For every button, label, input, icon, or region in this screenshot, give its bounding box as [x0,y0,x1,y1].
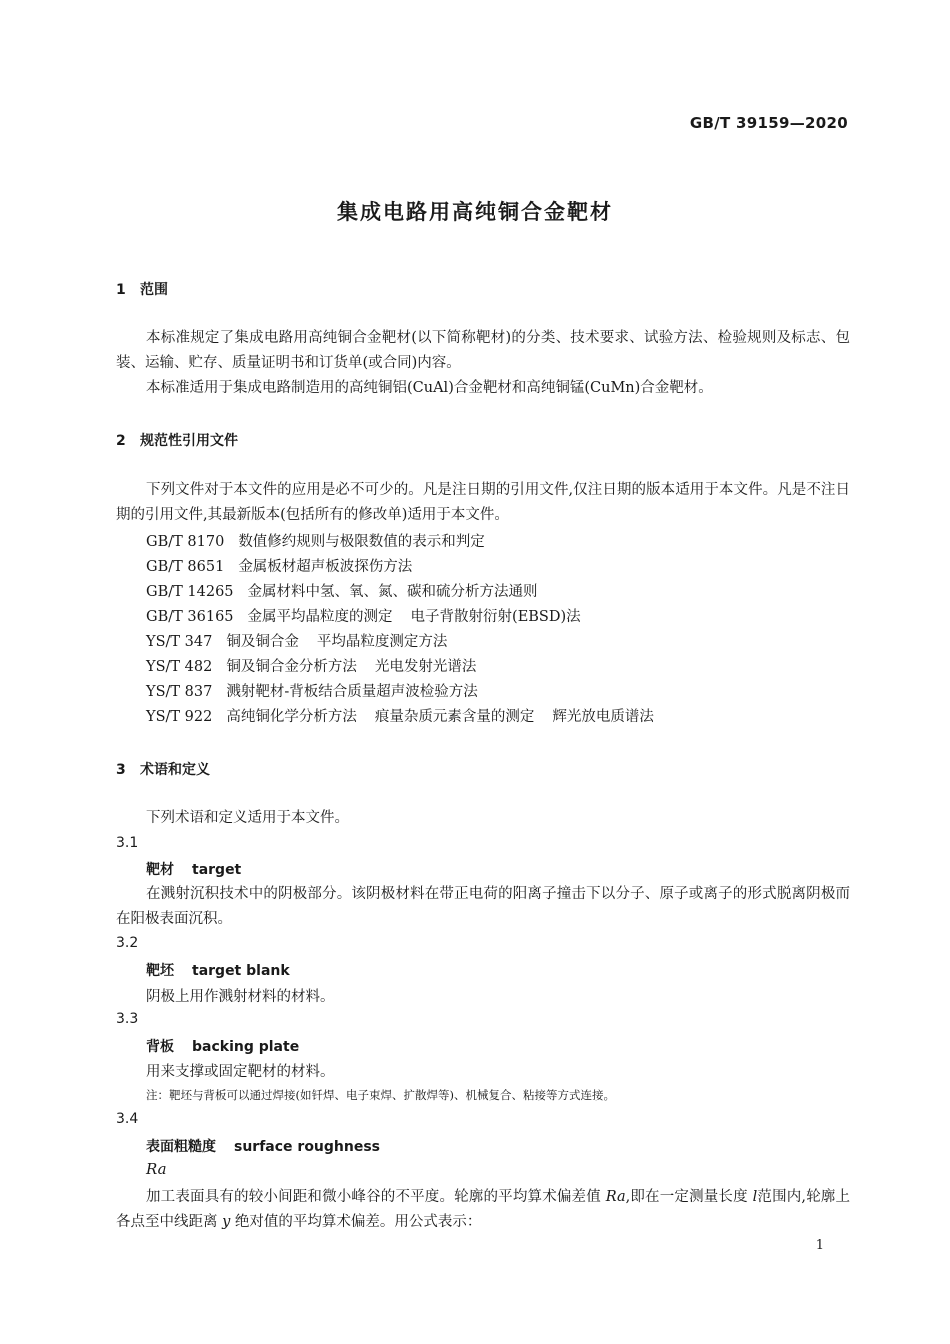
reference-subtitle: 电子背散射衍射(EBSD)法 [410,609,581,625]
document-title: 集成电路用高纯铜合金靶材 [337,200,613,224]
reference-title: 数值修约规则与极限数值的表示和判定 [238,534,485,550]
term-definition [116,882,850,932]
reference-title: 溅射靶材-背板结合质量超声波检验方法 [226,684,478,700]
reference-code: YS/T 837 [146,684,213,700]
term-heading [146,1036,299,1056]
section-title: 术语和定义 [140,762,210,778]
section-1-heading [116,279,168,299]
term-en: surface roughness [234,1139,381,1155]
term-zh: 靶材 [146,862,174,878]
term-zh: 背板 [146,1039,174,1055]
term-en: backing plate [192,1039,300,1055]
section-number: 2 [116,433,126,449]
reference-title: 金属板材超声板波探伤方法 [238,559,413,575]
variable-l: l [752,1189,758,1205]
term-definition [116,1185,850,1235]
term-definition: 阴极上用作溅射材料的材料。 [146,989,335,1005]
reference-code: GB/T 36165 [146,609,234,625]
reference-title: 铜及铜合金分析方法 [226,659,357,675]
term-en: target [192,862,242,878]
section-title: 规范性引用文件 [140,433,238,449]
definition-text: 范围内,轮廓上各点至中线距离 [116,1189,851,1230]
reference-subtitle: 平均晶粒度测定方法 [316,634,448,650]
term-zh: 表面粗糙度 [146,1139,216,1155]
reference-code: YS/T 482 [146,659,213,675]
reference-code: GB/T 14265 [146,584,234,600]
term-heading [146,960,290,980]
reference-item [146,530,485,551]
section-2-intro [116,478,850,528]
reference-subtitle: 辉光放电质谱法 [552,709,654,725]
reference-title: 金属材料中氢、氧、氮、碳和硫分析方法通则 [247,584,538,600]
reference-title: 高纯铜化学分析方法 [226,709,357,725]
reference-subtitle: 痕量杂质元素含量的测定 [374,709,535,725]
section-1-body [116,326,850,401]
term-number: 3.3 [116,1011,139,1027]
definition-text: ,即在一定测量长度 [625,1189,748,1205]
variable-ra: Ra [605,1189,626,1205]
term-number: 3.4 [116,1111,139,1127]
section-3-heading [116,759,210,779]
reference-subtitle: 光电发射光谱法 [374,659,477,675]
term-zh: 靶坯 [146,963,174,979]
reference-item [146,555,412,576]
paragraph: 本标准规定了集成电路用高纯铜合金靶材(以下简称靶材)的分类、技术要求、试验方法、检验规则及标志、包装、运输、贮存、质量证明书和订货单(或合同)内容。 [116,330,850,371]
definition-text: 绝对值的平均算术偏差。用公式表示： [234,1214,482,1230]
reference-code: YS/T 347 [146,634,213,650]
reference-title: 金属平均晶粒度的测定 [247,609,393,625]
variable-y: y [222,1214,231,1230]
reference-item [146,630,447,651]
definition-text: 加工表面具有的较小间距和微小峰谷的不平度。轮廓的平均算术偏差值 [146,1189,601,1205]
reference-item [146,655,476,676]
section-number: 1 [116,282,126,298]
reference-item [146,680,478,701]
section-3-intro [116,806,850,831]
paragraph [116,1185,850,1235]
reference-code: GB/T 8651 [146,559,225,575]
reference-item [146,705,654,726]
section-2-heading [116,430,238,450]
term-heading [146,859,241,879]
section-number: 3 [116,762,126,778]
term-number: 3.1 [116,835,139,851]
page-number: 1 [815,1238,824,1253]
reference-title: 铜及铜合金 [226,634,299,650]
paragraph: 下列术语和定义适用于本文件。 [146,810,349,826]
term-definition: 用来支撑或固定靶材的材料。 [146,1064,335,1080]
standard-number: GB/T 39159—2020 [689,114,848,132]
reference-code: YS/T 922 [146,709,213,725]
section-title: 范围 [140,282,168,298]
reference-item [146,605,581,626]
reference-code: GB/T 8170 [146,534,225,550]
term-en: target blank [192,963,290,979]
paragraph: 下列文件对于本文件的应用是必不可少的。凡是注日期的引用文件,仅注日期的版本适用于本文件。凡是不注日期的引用文件,其最新版本(包括所有的修改单)适用于本文件。 [116,482,850,523]
paragraph: 在溅射沉积技术中的阴极部分。该阴极材料在带正电荷的阳离子撞击下以分子、原子或离子的形式脱离阴极而在阳极表面沉积。 [116,886,850,927]
term-note: 注：靶坯与背板可以通过焊接(如钎焊、电子束焊、扩散焊等)、机械复合、粘接等方式连接。 [146,1088,615,1102]
term-number: 3.2 [116,935,139,951]
reference-item [146,580,538,601]
paragraph: 本标准适用于集成电路制造用的高纯铜铝(CuAl)合金靶材和高纯铜锰(CuMn)合金靶材。 [146,380,713,396]
term-symbol: Ra [146,1160,167,1178]
term-heading [146,1136,380,1156]
